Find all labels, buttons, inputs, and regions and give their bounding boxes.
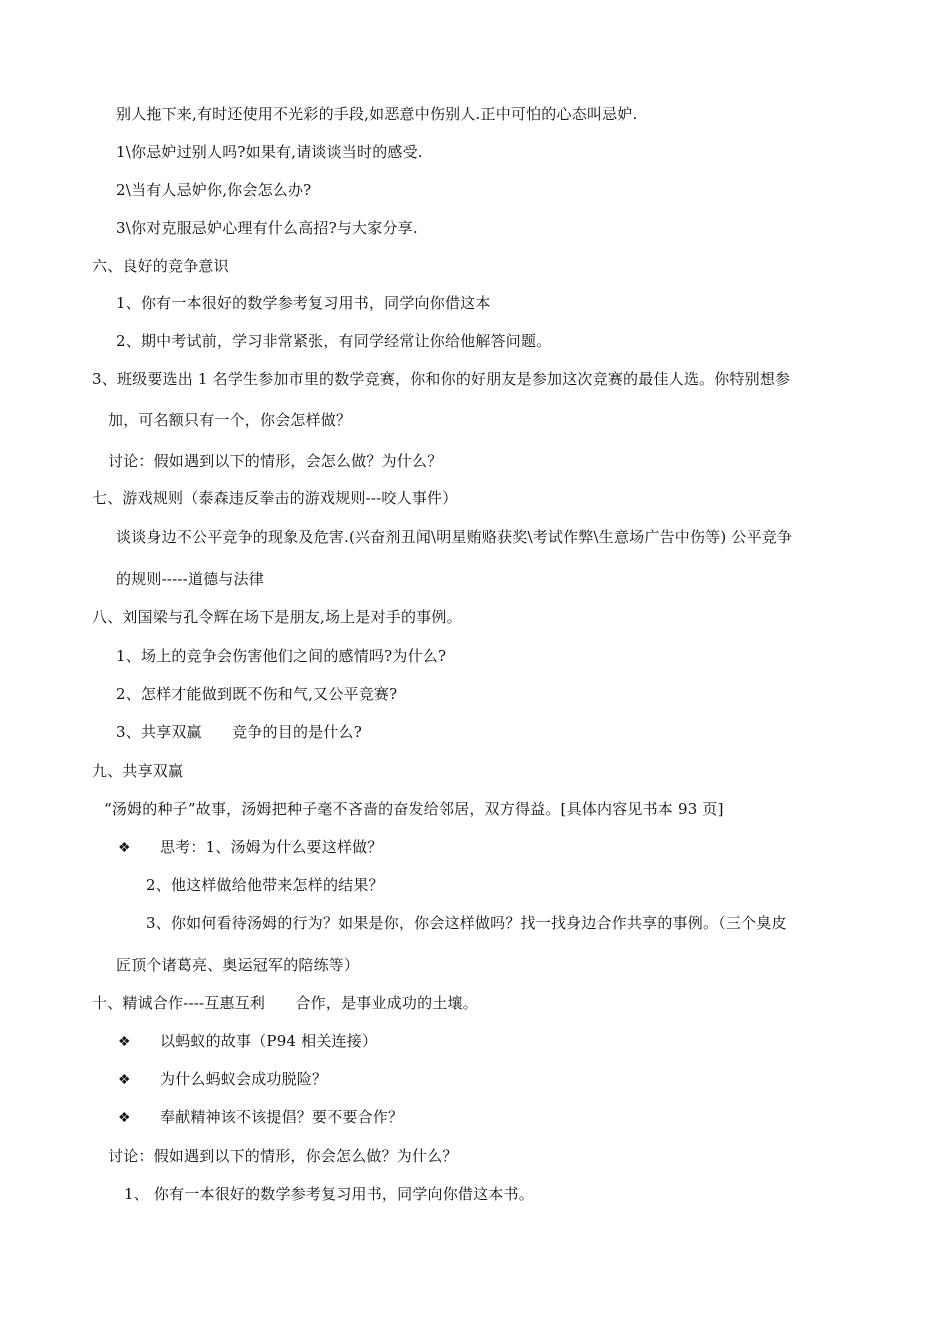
paragraph-line: “汤姆的种子”故事，汤姆把种子毫不吝啬的奋发给邻居，双方得益。[具体内容见书本 93 页] xyxy=(104,800,724,818)
diamond-bullet-icon: ❖ xyxy=(118,1110,131,1126)
paragraph-continuation: 的规则-----道德与法律 xyxy=(116,570,264,588)
list-item: 1、 你有一本很好的数学参考复习用书，同学向你借这本书。 xyxy=(124,1185,534,1203)
list-item: 2、怎样才能做到既不伤和气,又公平竞赛? xyxy=(116,685,398,703)
bulleted-item xyxy=(118,837,383,858)
diamond-bullet-icon: ❖ xyxy=(118,840,131,856)
bulleted-item-text: 奉献精神该不该提倡？要不要合作？ xyxy=(160,1108,404,1126)
paragraph-line: 别人拖下来,有时还使用不光彩的手段,如恶意中伤别人.正中可怕的心态叫忌妒. xyxy=(116,105,638,123)
bulleted-item-text: 以蚂蚁的故事（P94 相关连接） xyxy=(160,1032,378,1050)
paragraph-line: 谈谈身边不公平竞争的现象及危害.(兴奋剂丑闻\明星贿赂获奖\考试作弊\生意场广告中伤等) 公平竞争 xyxy=(116,528,793,546)
question-line: 3\你对克服忌妒心理有什么高招?与大家分享. xyxy=(116,219,418,237)
bulleted-item-text: 思考：1、汤姆为什么要这样做？ xyxy=(160,838,383,856)
diamond-bullet-icon: ❖ xyxy=(118,1034,131,1050)
section-heading: 十、精诚合作----互惠互利 合作，是事业成功的土壤。 xyxy=(92,994,478,1012)
list-item-continuation: 加，可名额只有一个，你会怎样做？ xyxy=(108,411,352,429)
list-item: 3、你如何看待汤姆的行为？如果是你，你会这样做吗？找一找身边合作共享的事例。（三个臭皮 xyxy=(146,914,787,932)
bulleted-item xyxy=(118,1107,403,1128)
discussion-line: 讨论：假如遇到以下的情形，会怎么做？为什么？ xyxy=(108,452,443,470)
section-heading: 九、共享双赢 xyxy=(92,762,184,780)
list-item: 2、他这样做给他带来怎样的结果？ xyxy=(146,876,384,894)
bulleted-item xyxy=(118,1031,377,1052)
discussion-line: 讨论：假如遇到以下的情形，你会怎么做？为什么？ xyxy=(108,1147,458,1165)
section-heading: 七、游戏规则（泰森违反拳击的游戏规则---咬人事件） xyxy=(92,489,458,507)
list-item: 1、你有一本很好的数学参考复习用书，同学向你借这本 xyxy=(116,294,491,312)
section-heading: 六、良好的竞争意识 xyxy=(92,257,229,275)
section-heading: 八、刘国梁与孔令辉在场下是朋友,场上是对手的事例。 xyxy=(92,608,462,626)
list-item: 3、共享双赢 竞争的目的是什么? xyxy=(116,723,362,741)
list-item: 3、班级要选出 1 名学生参加市里的数学竞赛，你和你的好朋友是参加这次竞赛的最佳人选。你特别想参 xyxy=(92,370,791,388)
list-item: 2、期中考试前，学习非常紧张，有同学经常让你给他解答问题。 xyxy=(116,332,552,350)
bulleted-item xyxy=(118,1069,327,1090)
question-line: 2\当有人忌妒你,你会怎么办? xyxy=(116,181,312,199)
diamond-bullet-icon: ❖ xyxy=(118,1072,131,1088)
question-line: 1\你忌妒过别人吗?如果有,请谈谈当时的感受. xyxy=(116,143,423,161)
list-item-continuation: 匠顶个诸葛亮、奥运冠军的陪练等） xyxy=(116,956,360,974)
list-item: 1、场上的竞争会伤害他们之间的感情吗?为什么? xyxy=(116,647,447,665)
bulleted-item-text: 为什么蚂蚁会成功脱险？ xyxy=(160,1070,328,1088)
